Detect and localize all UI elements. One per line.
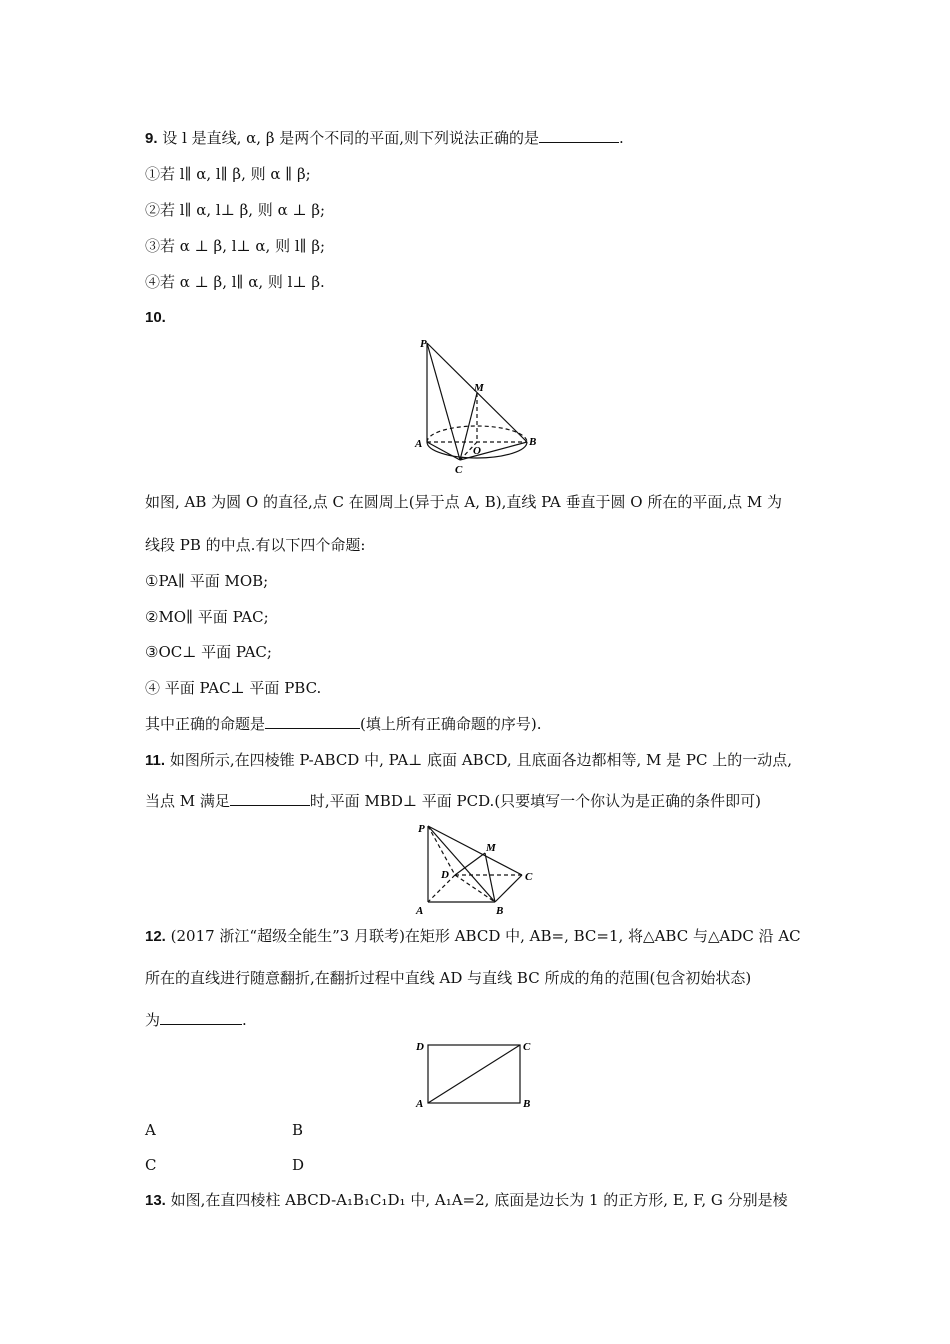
q11-label-c: C	[525, 871, 533, 883]
q11-label-p: P	[418, 823, 425, 835]
q12-answer-blank[interactable]	[160, 1010, 242, 1025]
q10-answer-blank[interactable]	[265, 714, 360, 729]
q12-label-c: C	[523, 1041, 531, 1053]
q10-label-p: P	[420, 338, 427, 350]
q10-prop-3: ③OC⊥ 平面 PAC;	[145, 643, 272, 661]
q11-condition-line	[145, 791, 761, 811]
q10-label-a: A	[415, 438, 423, 450]
q9-option-2: ②若 l∥ α, l⊥ β, 则 α ⊥ β;	[145, 201, 326, 219]
q9-option-1: ①若 l∥ α, l∥ β, 则 α ∥ β;	[145, 165, 311, 183]
q11-pyramid-figure	[410, 818, 545, 918]
q10-answer-line	[145, 714, 542, 734]
q10-number: 10.	[145, 309, 166, 326]
q10-prop-1: ①PA∥ 平面 MOB;	[145, 572, 269, 590]
q12-choice-a: A	[145, 1121, 156, 1139]
q10-answer-suffix: (填上所有正确命题的序号).	[360, 715, 542, 733]
q12-label-a: A	[416, 1098, 424, 1110]
q12-text-1: (2017 浙江“超级全能生”3 月联考)在矩形 ABCD 中, AB=, BC=1, 将△ABC 与△ADC 沿 AC	[170, 927, 801, 945]
q9-stem	[145, 128, 624, 149]
q12-rectangle-figure	[410, 1035, 540, 1110]
q12-text-3b: .	[242, 1011, 247, 1029]
q9-number: 9.	[145, 130, 158, 147]
q12-stem	[145, 926, 801, 947]
q12-label-d: D	[416, 1041, 424, 1053]
q10-answer-prefix: 其中正确的命题是	[145, 715, 266, 733]
q11-label-m: M	[486, 842, 496, 854]
q10-label-c: C	[455, 464, 463, 476]
q12-label-b: B	[523, 1098, 531, 1110]
q13-text: 如图,在直四棱柱 ABCD-A₁B₁C₁D₁ 中, A₁A=2, 底面是边长为 1 的正方形, E, F, G 分别是棱	[170, 1191, 788, 1209]
q10-prop-2: ②MO∥ 平面 PAC;	[145, 608, 269, 626]
q10-label-o: O	[473, 445, 481, 457]
q12-number: 12.	[145, 928, 166, 945]
q11-stem	[145, 750, 792, 771]
q12-choice-c: C	[145, 1156, 157, 1174]
q11-label-b: B	[496, 905, 504, 917]
q10-text-1: 如图, AB 为圆 O 的直径,点 C 在圆周上(异于点 A, B),直线 PA 垂直于圆 O 所在的平面,点 M 为	[145, 493, 782, 511]
q10-label-b: B	[529, 436, 537, 448]
q9-stem-text: 设 l 是直线, α, β 是两个不同的平面,则下列说法正确的是	[162, 129, 540, 147]
q13-number: 13.	[145, 1192, 166, 1209]
q12-choice-b: B	[292, 1121, 304, 1139]
q12-choice-d: D	[292, 1156, 305, 1174]
q10-text-2: 线段 PB 的中点.有以下四个命题:	[145, 536, 366, 554]
q11-text-2a: 当点 M 满足	[145, 792, 230, 810]
q13-stem	[145, 1190, 788, 1211]
q10-cone-figure	[405, 335, 540, 476]
q11-label-a: A	[416, 905, 424, 917]
q11-label-d: D	[441, 869, 449, 881]
q11-number: 11.	[145, 752, 166, 769]
q12-text-2: 所在的直线进行随意翻折,在翻折过程中直线 AD 与直线 BC 所成的角的范围(包含初始状态)	[145, 969, 752, 987]
q10-prop-4: ④ 平面 PAC⊥ 平面 PBC.	[145, 679, 322, 697]
q11-text-2b: 时,平面 MBD⊥ 平面 PCD.(只要填写一个你认为是正确的条件即可)	[309, 792, 762, 810]
q11-text-1: 如图所示,在四棱锥 P-ABCD 中, PA⊥ 底面 ABCD, 且底面各边都相等, M 是 PC 上的一动点,	[169, 751, 793, 769]
q9-stem-end: .	[619, 129, 624, 147]
q12-answer-line	[145, 1010, 247, 1030]
q12-text-3a: 为	[145, 1011, 161, 1029]
q10-label-m: M	[474, 382, 484, 394]
q9-option-3: ③若 α ⊥ β, l⊥ α, 则 l∥ β;	[145, 237, 326, 255]
q9-option-4: ④若 α ⊥ β, l∥ α, 则 l⊥ β.	[145, 273, 325, 291]
q11-answer-blank[interactable]	[230, 791, 310, 806]
q9-answer-blank[interactable]	[539, 128, 619, 143]
